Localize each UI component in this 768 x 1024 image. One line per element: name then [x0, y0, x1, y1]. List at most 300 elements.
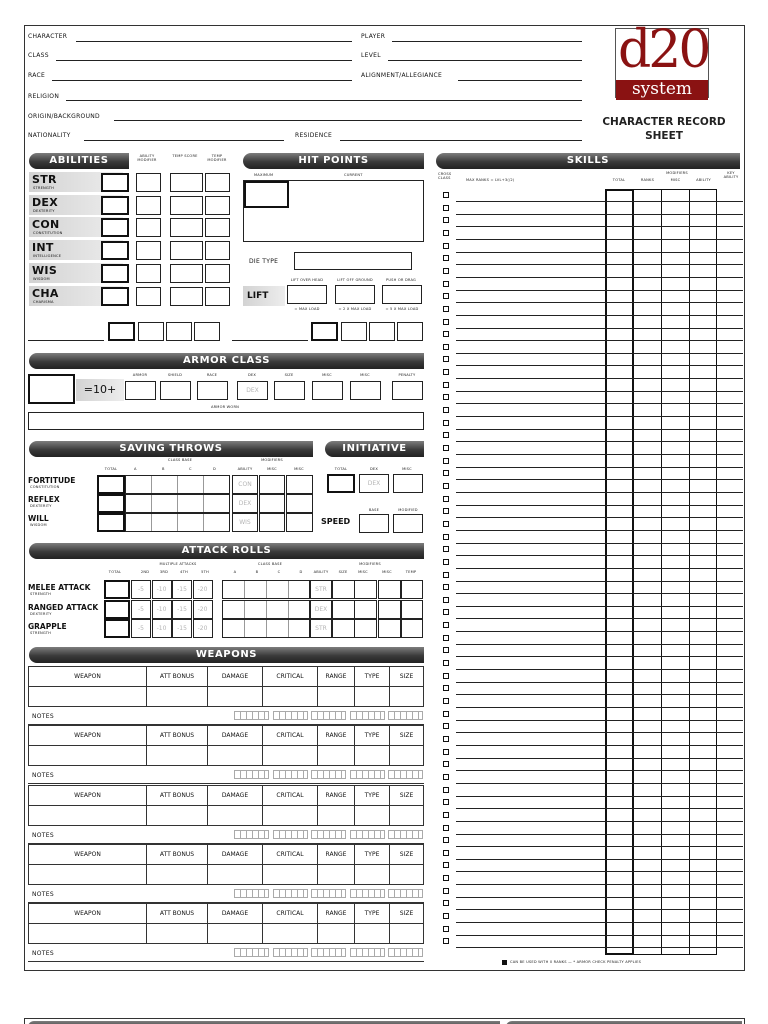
ability-abbr: DEX — [32, 195, 59, 209]
weapon-weapon-field[interactable] — [29, 746, 147, 766]
ability-extra-score[interactable] — [108, 322, 135, 341]
ammo-tracker[interactable] — [311, 830, 346, 839]
skill-row[interactable] — [456, 694, 743, 695]
cross-class-checkbox[interactable] — [443, 660, 449, 666]
attack-name: MELEE ATTACK — [28, 583, 91, 592]
cross-class-checkbox[interactable] — [443, 319, 449, 325]
cross-class-checkbox[interactable] — [443, 900, 449, 906]
skill-row[interactable] — [456, 581, 743, 582]
weapon-damage-field[interactable] — [208, 687, 263, 707]
iterative-attack-field[interactable]: -15 — [172, 580, 192, 599]
cross-class-checkbox[interactable] — [443, 825, 449, 831]
cross-class-checkbox[interactable] — [443, 470, 449, 476]
attack-total-field[interactable] — [104, 619, 130, 638]
cross-class-checkbox[interactable] — [443, 559, 449, 565]
ammo-tracker[interactable] — [350, 770, 385, 779]
cross-class-checkbox[interactable] — [443, 255, 449, 261]
ability-score-field[interactable] — [101, 241, 129, 260]
skill-row[interactable] — [456, 796, 743, 797]
save-name: REFLEX — [28, 495, 60, 504]
save-total-field[interactable] — [97, 475, 125, 494]
ability-modifier-field[interactable] — [136, 173, 161, 192]
skill-row[interactable] — [456, 606, 743, 607]
skill-row[interactable] — [456, 290, 743, 291]
skill-row[interactable] — [456, 745, 743, 746]
weapon-damage-field[interactable] — [208, 746, 263, 766]
attack-ability-field[interactable]: STR — [310, 619, 332, 638]
residence-field[interactable] — [340, 140, 582, 141]
cross-class-checkbox[interactable] — [443, 875, 449, 881]
attack-modifier-field[interactable] — [332, 580, 355, 599]
weapon-size-field[interactable] — [390, 746, 424, 766]
ammo-tracker[interactable] — [388, 770, 423, 779]
temp-modifier-field[interactable] — [205, 196, 230, 215]
skill-row[interactable] — [456, 214, 743, 215]
weapon-critical-field[interactable] — [263, 687, 318, 707]
skill-row[interactable] — [456, 618, 743, 619]
ammo-tracker[interactable] — [311, 889, 346, 898]
cross-class-checkbox[interactable] — [443, 344, 449, 350]
weapon-type-field[interactable] — [355, 864, 390, 884]
ammo-tracker[interactable] — [350, 711, 385, 720]
cross-class-checkbox[interactable] — [443, 635, 449, 641]
ability-abbr: CHA — [32, 286, 59, 300]
weapon-notes-label: NOTES — [32, 713, 54, 720]
cross-class-checkbox[interactable] — [443, 546, 449, 552]
iterative-attack-field[interactable]: -15 — [172, 600, 192, 619]
skill-row[interactable] — [456, 467, 743, 468]
cross-class-checkbox[interactable] — [443, 293, 449, 299]
ammo-tracker[interactable] — [388, 711, 423, 720]
cross-class-checkbox[interactable] — [443, 938, 449, 944]
weapon-size-field[interactable] — [390, 687, 424, 707]
lift-off-ground-field[interactable] — [335, 285, 375, 304]
weapon-range-field[interactable] — [318, 687, 355, 707]
cross-class-checkbox[interactable] — [443, 850, 449, 856]
ammo-tracker[interactable] — [350, 889, 385, 898]
attack-modifier-field[interactable] — [401, 580, 423, 599]
iterative-attack-field[interactable]: -10 — [152, 619, 172, 638]
temp-modifier-col: TEMP MODIFIER — [207, 154, 227, 162]
ammo-tracker[interactable] — [234, 889, 269, 898]
weapon-critical-field[interactable] — [263, 924, 318, 944]
ability-modifier-field[interactable] — [136, 264, 161, 283]
skill-row[interactable] — [456, 732, 743, 733]
weapon-size-field[interactable] — [390, 805, 424, 825]
skill-row[interactable] — [456, 252, 743, 253]
cross-class-checkbox[interactable] — [443, 736, 449, 742]
ability-modifier-field[interactable] — [136, 218, 161, 237]
ammo-tracker[interactable] — [234, 830, 269, 839]
temp-modifier-field[interactable] — [205, 218, 230, 237]
skill-row[interactable] — [456, 543, 743, 544]
weapon-block — [28, 844, 424, 885]
cross-class-checkbox[interactable] — [443, 205, 449, 211]
cross-class-checkbox[interactable] — [443, 913, 449, 919]
ammo-tracker[interactable] — [311, 948, 346, 957]
save-class-base-field[interactable] — [125, 475, 230, 494]
race-field[interactable] — [52, 80, 352, 81]
skill-row[interactable] — [456, 897, 743, 898]
skill-row[interactable] — [456, 517, 743, 518]
save-class-base-field[interactable] — [125, 494, 230, 513]
skill-row[interactable] — [456, 365, 743, 366]
attack-modifier-field[interactable] — [354, 580, 377, 599]
initiative-total-field[interactable] — [327, 474, 355, 493]
skill-row[interactable] — [456, 669, 743, 670]
armor-worn-field[interactable] — [28, 412, 424, 430]
ability-modifier-field[interactable] — [136, 196, 161, 215]
attack-class-base-field[interactable] — [222, 619, 310, 638]
skill-row[interactable] — [456, 783, 743, 784]
initiative-misc-field[interactable] — [393, 474, 423, 493]
ac-penalty-field[interactable] — [392, 381, 423, 400]
cross-class-checkbox[interactable] — [443, 407, 449, 413]
ability-modifier-field[interactable] — [136, 287, 161, 306]
cross-class-checkbox[interactable] — [443, 862, 449, 868]
skill-row[interactable] — [456, 909, 743, 910]
cross-class-checkbox[interactable] — [443, 445, 449, 451]
ac-total-field[interactable] — [28, 374, 75, 404]
cross-class-checkbox[interactable] — [443, 622, 449, 628]
ability-score-field[interactable] — [101, 287, 129, 306]
save-total-field[interactable] — [97, 513, 125, 532]
skill-row[interactable] — [456, 720, 743, 721]
weapon-weapon-field[interactable] — [29, 687, 147, 707]
skill-row[interactable] — [456, 770, 743, 771]
skill-row[interactable] — [456, 315, 743, 316]
cross-class-checkbox[interactable] — [443, 812, 449, 818]
weapon-damage-field[interactable] — [208, 805, 263, 825]
armor-worn-label: ARMOR WORN — [210, 405, 240, 409]
attack-class-base-field[interactable] — [222, 600, 310, 619]
ability-modifier-field[interactable] — [136, 241, 161, 260]
save-class-base-field[interactable] — [125, 513, 230, 532]
skill-row[interactable] — [456, 707, 743, 708]
skill-row[interactable] — [456, 568, 743, 569]
temp-score-field[interactable] — [170, 287, 203, 306]
skill-row[interactable] — [456, 922, 743, 923]
skill-row[interactable] — [456, 644, 743, 645]
skill-row[interactable] — [456, 947, 743, 948]
attack-modifier-field[interactable] — [378, 580, 401, 599]
ammo-tracker[interactable] — [234, 711, 269, 720]
ammo-tracker[interactable] — [273, 830, 308, 839]
cross-class-checkbox[interactable] — [443, 534, 449, 540]
ammo-tracker[interactable] — [234, 948, 269, 957]
cross-class-checkbox[interactable] — [443, 685, 449, 691]
ability-score-field[interactable] — [101, 218, 129, 237]
weapon-att-bonus-field[interactable] — [147, 924, 208, 944]
weapon-weapon-field[interactable] — [29, 805, 147, 825]
ammo-tracker[interactable] — [273, 711, 308, 720]
cross-class-checkbox[interactable] — [443, 673, 449, 679]
temp-score-field[interactable] — [170, 218, 203, 237]
cross-class-checkbox[interactable] — [443, 711, 449, 717]
ability-score-field[interactable] — [101, 173, 129, 192]
weapon-block — [28, 785, 424, 826]
weapon-damage-field[interactable] — [208, 924, 263, 944]
temp-score-field[interactable] — [170, 264, 203, 283]
weapon-range-field[interactable] — [318, 805, 355, 825]
skill-row[interactable] — [456, 201, 743, 202]
weapon-att-bonus-field[interactable] — [147, 805, 208, 825]
cross-class-checkbox[interactable] — [443, 761, 449, 767]
attack-class-base-field[interactable] — [222, 580, 310, 599]
speed-modified-field[interactable] — [393, 514, 423, 533]
cross-class-checkbox[interactable] — [443, 356, 449, 362]
weapon-weapon-field[interactable] — [29, 864, 147, 884]
cross-class-checkbox[interactable] — [443, 774, 449, 780]
ac-race-field[interactable] — [197, 381, 228, 400]
skill-row[interactable] — [456, 454, 743, 455]
ac-misc-field[interactable] — [312, 381, 343, 400]
attack-ability-field[interactable]: DEX — [310, 600, 332, 619]
cross-class-checkbox[interactable] — [443, 420, 449, 426]
ammo-tracker[interactable] — [311, 770, 346, 779]
cross-class-checkbox[interactable] — [443, 217, 449, 223]
skill-row[interactable] — [456, 846, 743, 847]
iterative-attack-field[interactable]: -20 — [193, 619, 213, 638]
skill-row[interactable] — [456, 378, 743, 379]
ammo-tracker[interactable] — [311, 711, 346, 720]
skill-row[interactable] — [456, 935, 743, 936]
cross-class-checkbox[interactable] — [443, 888, 449, 894]
ac-shield-field[interactable] — [160, 381, 191, 400]
cross-class-checkbox[interactable] — [443, 698, 449, 704]
save-misc-field[interactable] — [259, 494, 285, 513]
save-misc-field[interactable] — [286, 494, 313, 513]
weapon-size-field[interactable] — [390, 924, 424, 944]
ammo-tracker[interactable] — [234, 770, 269, 779]
skill-row[interactable] — [456, 264, 743, 265]
level-field[interactable] — [388, 60, 582, 61]
skill-row[interactable] — [456, 479, 743, 480]
cross-class-checkbox[interactable] — [443, 483, 449, 489]
temp-score-field[interactable] — [170, 173, 203, 192]
attack-total-field[interactable] — [104, 600, 130, 619]
skill-row[interactable] — [456, 403, 743, 404]
skill-row[interactable] — [456, 328, 743, 329]
attack-modifier-field[interactable] — [401, 600, 423, 619]
attack-ability-field[interactable]: STR — [310, 580, 332, 599]
weapon-col-header: CRITICAL — [263, 904, 318, 924]
religion-field[interactable] — [66, 100, 582, 101]
cross-class-checkbox[interactable] — [443, 723, 449, 729]
skill-row[interactable] — [456, 530, 743, 531]
cross-class-checkbox[interactable] — [443, 306, 449, 312]
weapon-col-header: TYPE — [355, 785, 390, 805]
iterative-attack-field[interactable]: -20 — [193, 600, 213, 619]
hp-maximum-field[interactable] — [244, 181, 289, 208]
cross-class-checkbox[interactable] — [443, 192, 449, 198]
temp-modifier-field[interactable] — [205, 287, 230, 306]
iterative-attack-field[interactable]: -5 — [131, 600, 151, 619]
nationality-field[interactable] — [84, 140, 284, 141]
skill-row[interactable] — [456, 821, 743, 822]
iterative-attack-field[interactable]: -10 — [152, 580, 172, 599]
cross-class-checkbox[interactable] — [443, 230, 449, 236]
skill-row[interactable] — [456, 758, 743, 759]
cross-class-checkbox[interactable] — [443, 331, 449, 337]
ammo-tracker[interactable] — [388, 830, 423, 839]
cross-class-checkbox[interactable] — [443, 926, 449, 932]
cross-class-checkbox[interactable] — [443, 394, 449, 400]
skill-row[interactable] — [456, 656, 743, 657]
weapon-range-field[interactable] — [318, 924, 355, 944]
save-ability-name: DEXTERITY — [30, 504, 52, 508]
ammo-tracker[interactable] — [388, 948, 423, 957]
cross-class-checkbox[interactable] — [443, 432, 449, 438]
save-misc-field[interactable] — [286, 513, 313, 532]
weapon-critical-field[interactable] — [263, 805, 318, 825]
initiative-dex-field[interactable]: DEX — [359, 474, 389, 493]
weapon-col-header: DAMAGE — [208, 844, 263, 864]
cross-class-checkbox[interactable] — [443, 837, 449, 843]
cross-class-checkbox[interactable] — [443, 597, 449, 603]
character-field[interactable] — [76, 41, 352, 42]
ability-score-field[interactable] — [101, 196, 129, 215]
weapon-att-bonus-field[interactable] — [147, 864, 208, 884]
ammo-tracker[interactable] — [273, 948, 308, 957]
die-type-field[interactable] — [294, 252, 412, 270]
weapon-range-field[interactable] — [318, 864, 355, 884]
save-ability-name: WISDOM — [30, 523, 47, 527]
ammo-tracker[interactable] — [388, 889, 423, 898]
ac-misc-field[interactable] — [350, 381, 381, 400]
skill-row[interactable] — [456, 429, 743, 430]
weapon-weapon-field[interactable] — [29, 924, 147, 944]
skill-row[interactable] — [456, 834, 743, 835]
weapon-type-field[interactable] — [355, 805, 390, 825]
skill-row[interactable] — [456, 682, 743, 683]
cross-class-checkbox[interactable] — [443, 787, 449, 793]
skill-row[interactable] — [456, 302, 743, 303]
skill-row[interactable] — [456, 239, 743, 240]
skill-row[interactable] — [456, 226, 743, 227]
iterative-attack-field[interactable]: -10 — [152, 600, 172, 619]
ac-size-field[interactable] — [274, 381, 305, 400]
ability-score-field[interactable] — [101, 264, 129, 283]
weapon-range-field[interactable] — [318, 746, 355, 766]
cross-class-checkbox[interactable] — [443, 382, 449, 388]
skill-row[interactable] — [456, 391, 743, 392]
ac-dex-field[interactable]: DEX — [237, 381, 268, 400]
ammo-tracker[interactable] — [350, 948, 385, 957]
save-misc-field[interactable] — [259, 513, 285, 532]
lift-over-head-field[interactable] — [287, 285, 327, 304]
player-field[interactable] — [392, 41, 582, 42]
cross-class-checkbox[interactable] — [443, 584, 449, 590]
skill-row[interactable] — [456, 492, 743, 493]
temp-modifier-field[interactable] — [205, 173, 230, 192]
ability-name: INTELLIGENCE — [33, 254, 62, 259]
iterative-attack-field[interactable]: -5 — [131, 580, 151, 599]
cross-class-checkbox[interactable] — [443, 268, 449, 274]
weapon-type-field[interactable] — [355, 746, 390, 766]
weapon-critical-field[interactable] — [263, 864, 318, 884]
save-misc-field[interactable] — [286, 475, 313, 494]
temp-score-field[interactable] — [170, 196, 203, 215]
cross-class-checkbox[interactable] — [443, 799, 449, 805]
skill-row[interactable] — [456, 859, 743, 860]
attack-modifier-field[interactable] — [332, 600, 355, 619]
temp-score-field[interactable] — [170, 241, 203, 260]
save-ability-field[interactable]: CON — [232, 475, 258, 494]
skill-row[interactable] — [456, 505, 743, 506]
alignment-field[interactable] — [458, 80, 582, 81]
attack-modifier-field[interactable] — [332, 619, 355, 638]
speed-base-field[interactable] — [359, 514, 389, 533]
skill-row[interactable] — [456, 871, 743, 872]
skill-row[interactable] — [456, 340, 743, 341]
attack-modifier-field[interactable] — [354, 600, 377, 619]
origin-field[interactable] — [114, 120, 582, 121]
cross-class-checkbox[interactable] — [443, 369, 449, 375]
skill-row[interactable] — [456, 884, 743, 885]
cross-class-checkbox[interactable] — [443, 496, 449, 502]
weapon-type-field[interactable] — [355, 924, 390, 944]
attack-modifier-field[interactable] — [401, 619, 423, 638]
ammo-tracker[interactable] — [273, 889, 308, 898]
weapon-damage-field[interactable] — [208, 864, 263, 884]
skill-row[interactable] — [456, 416, 743, 417]
save-ability-field[interactable]: WIS — [232, 513, 258, 532]
cross-class-checkbox[interactable] — [443, 647, 449, 653]
weapon-att-bonus-field[interactable] — [147, 687, 208, 707]
ac-armor-field[interactable] — [125, 381, 156, 400]
attack-modifier-field[interactable] — [378, 600, 401, 619]
cross-class-checkbox[interactable] — [443, 521, 449, 527]
class-field[interactable] — [56, 60, 352, 61]
cross-class-checkbox[interactable] — [443, 508, 449, 514]
skill-row[interactable] — [456, 353, 743, 354]
weapon-att-bonus-field[interactable] — [147, 746, 208, 766]
cross-class-checkbox[interactable] — [443, 281, 449, 287]
weapon-critical-field[interactable] — [263, 746, 318, 766]
weapon-size-field[interactable] — [390, 864, 424, 884]
temp-modifier-field[interactable] — [205, 264, 230, 283]
weapon-col-header: RANGE — [318, 726, 355, 746]
cross-class-checkbox[interactable] — [443, 458, 449, 464]
attack-total-field[interactable] — [104, 580, 130, 599]
skill-row[interactable] — [456, 593, 743, 594]
iterative-attack-field[interactable]: -15 — [172, 619, 192, 638]
skill-row[interactable] — [456, 555, 743, 556]
weapon-type-field[interactable] — [355, 687, 390, 707]
iterative-attack-field[interactable]: -20 — [193, 580, 213, 599]
ammo-tracker[interactable] — [273, 770, 308, 779]
ammo-tracker[interactable] — [350, 830, 385, 839]
save-total-field[interactable] — [97, 494, 125, 513]
save-misc-field[interactable] — [259, 475, 285, 494]
skill-row[interactable] — [456, 441, 743, 442]
save-ability-field[interactable]: DEX — [232, 494, 258, 513]
temp-modifier-field[interactable] — [205, 241, 230, 260]
cross-class-checkbox[interactable] — [443, 609, 449, 615]
iterative-attack-field[interactable]: -5 — [131, 619, 151, 638]
skill-row[interactable] — [456, 277, 743, 278]
skill-row[interactable] — [456, 808, 743, 809]
untrained-marker-icon — [502, 960, 507, 965]
attack-modifier-field[interactable] — [378, 619, 401, 638]
skill-row[interactable] — [456, 631, 743, 632]
attack-modifier-field[interactable] — [354, 619, 377, 638]
cross-class-checkbox[interactable] — [443, 243, 449, 249]
cross-class-checkbox[interactable] — [443, 572, 449, 578]
push-drag-field[interactable] — [382, 285, 422, 304]
cross-class-checkbox[interactable] — [443, 749, 449, 755]
